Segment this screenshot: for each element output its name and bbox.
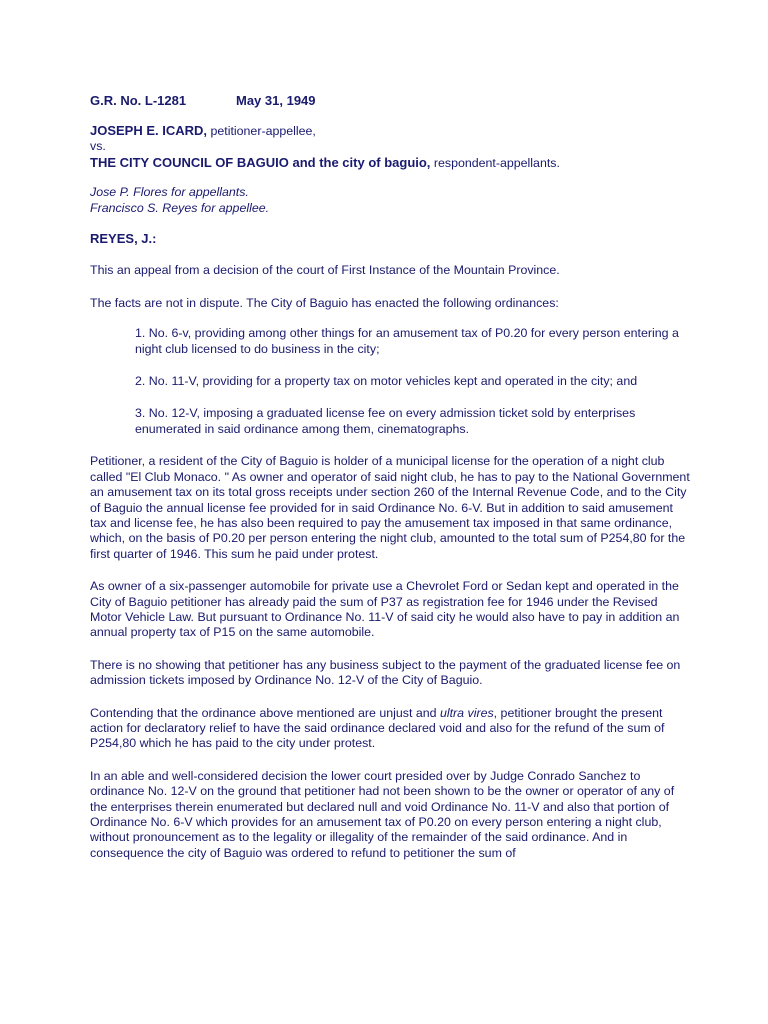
petitioner-name: JOSEPH E. ICARD, xyxy=(90,123,208,138)
case-heading xyxy=(90,93,690,109)
paragraph-contention xyxy=(90,706,690,752)
document-page xyxy=(90,93,690,861)
paragraph-facts: The facts are not in dispute. The City of Baguio has enacted the following ordinances: xyxy=(90,295,559,310)
paragraph-no-showing: There is no showing that petitioner has any business subject to the payment of the graduated license fee on admission tickets imposed by Ordinance No. 12-V of the City of Baguio. xyxy=(90,657,681,688)
paragraph-appeal: This an appeal from a decision of the court of First Instance of the Mountain Province. xyxy=(90,263,560,278)
ordinance-list xyxy=(135,326,690,437)
counsel-appellants: Jose P. Flores for appellants. xyxy=(90,185,249,200)
contention-text: Contending that the ordinance above mentioned are unjust and xyxy=(90,705,440,720)
paragraph-lower-court: In an able and well-considered decision the lower court presided over by Judge Conrado Sanchez to ordinance No. 12-V on the ground that petitioner had not been shown to be the owner or operator of any of the enterprises therein enumerated but declared null and void Ordinance No. 11-V and also that portion of Ordinance No. 6-V which provides for an amusement tax of P0.20 on every person entering a night club, without pronouncement as to the legality or illegality of the remainder of the said ordinance. And in consequence the city of Baguio was ordered to refund to petitioner the sum of xyxy=(90,768,675,860)
gr-number: G.R. No. L-1281 xyxy=(90,93,187,108)
petitioner-role: petitioner-appellee, xyxy=(207,124,316,138)
case-parties xyxy=(90,123,690,171)
ordinance-item: 2. No. 11-V, providing for a property tax on motor vehicles kept and operated in the city; and xyxy=(135,374,638,389)
respondent-role: respondent-appellants. xyxy=(430,155,560,170)
petitioner-line xyxy=(90,123,690,139)
versus-line: vs. xyxy=(90,139,106,154)
counsel-appellee: Francisco S. Reyes for appellee. xyxy=(90,200,270,215)
ordinance-item: 1. No. 6-v, providing among other things for an amusement tax of P0.20 for every person entering a night club licensed to do business in the city; xyxy=(135,326,679,356)
contention-text-rest: , petitioner brought the present action for declaratory relief to have the said ordinance declared void and also for the refund of the sum of P254,80 which he has paid to the city under protest. xyxy=(90,705,665,751)
ponente: REYES, J.: xyxy=(90,231,157,247)
ultra-vires-term: ultra vires xyxy=(439,705,494,720)
respondent-name: THE CITY COUNCIL OF BAGUIO and the city of baguio, xyxy=(90,154,431,170)
respondent-line xyxy=(90,155,690,171)
counsel-block xyxy=(90,185,690,216)
ordinance-item: 3. No. 12-V, imposing a graduated license fee on every admission ticket sold by enterprises enumerated in said ordinance among them, cinematographs. xyxy=(135,406,636,436)
decision-date: May 31, 1949 xyxy=(236,93,316,108)
paragraph-night-club: Petitioner, a resident of the City of Baguio is holder of a municipal license for the operation of a night club called "El Club Monaco. " As owner and operator of said night club, he has to pay to the National Government an amusement tax on its total gross receipts under section 260 of the Internal Revenue Code, and to the City of Baguio the annual license fee provided for in said Ordinance No. 6-V. But in addition to said amusement tax and license fee, he has also been required to pay the amusement tax imposed in that same ordinance, which, on the basis of P0.20 per person entering the night club, amounted to the total sum of P254,80 for the first quarter of 1946. This sum he paid under protest. xyxy=(90,454,690,561)
paragraph-automobile: As owner of a six-passenger automobile for private use a Chevrolet Ford or Sedan kept and operated in the City of Baguio petitioner has already paid the sum of P37 as registration fee for 1946 under the Revised Motor Vehicle Law. But pursuant to Ordinance No. 11-V of said city he would also have to pay in addition an annual property tax of P15 on the same automobile. xyxy=(90,579,680,640)
